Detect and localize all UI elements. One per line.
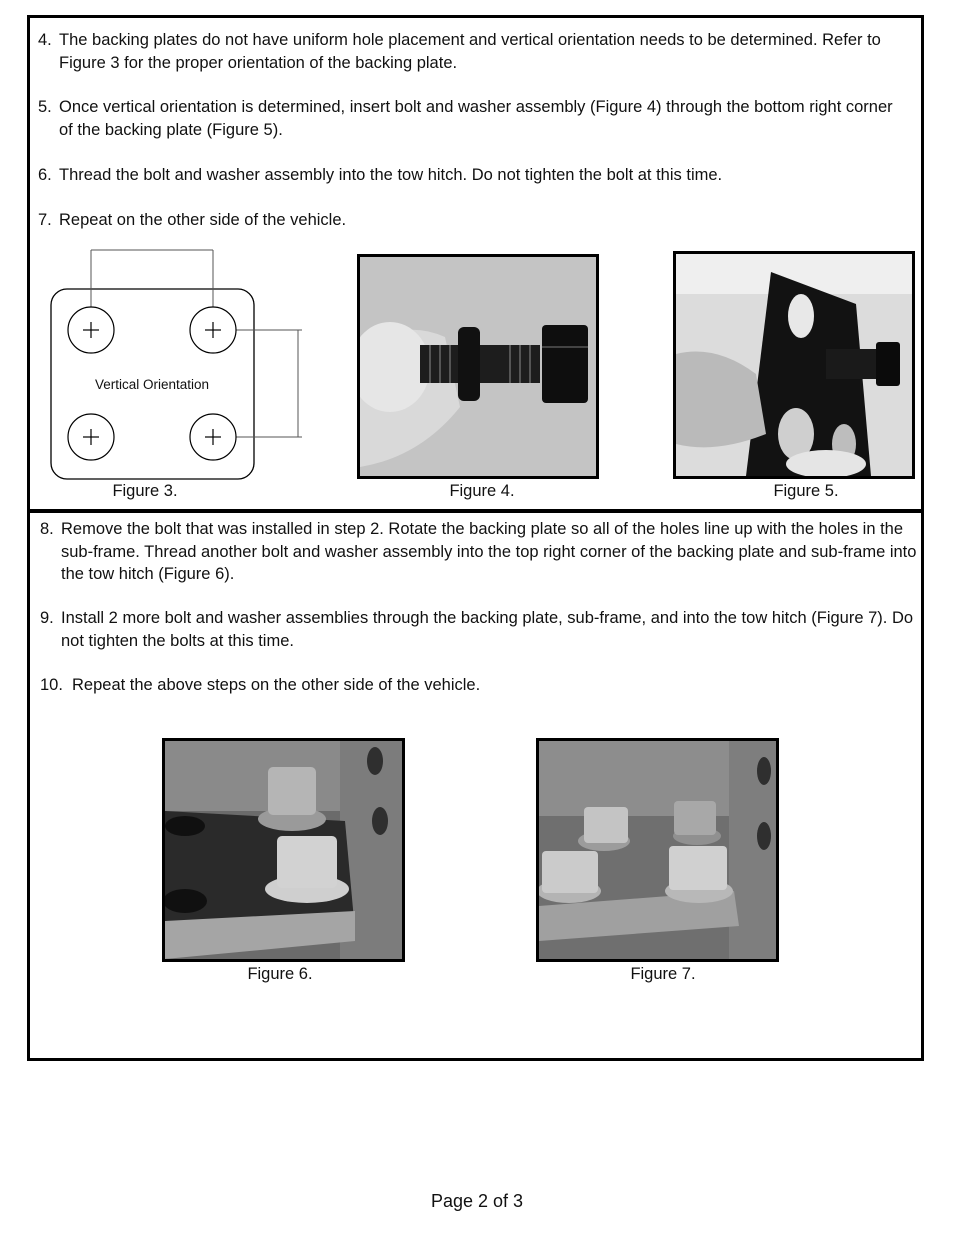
bolt-bottom-right — [665, 846, 733, 903]
step-number: 6. — [38, 166, 52, 184]
bolt-top-right — [673, 801, 721, 845]
step-number: 5. — [38, 98, 52, 116]
step-9 — [40, 607, 918, 652]
step-number: 7. — [38, 211, 52, 229]
hole-top-right — [190, 307, 236, 353]
step-7 — [38, 209, 908, 232]
step-number: 9. — [40, 609, 54, 627]
step-number: 8. — [40, 520, 54, 538]
figure-5-caption: Figure 5. — [773, 482, 839, 500]
step-5 — [38, 96, 908, 141]
step-10 — [40, 674, 918, 697]
step-text: Remove the bolt that was installed in step 2. Rotate the backing plate so all of the holes line up with the holes in the sub-frame. Thread another bolt and washer assembly into the top right corner of the backing plate and sub-frame into the tow hitch (Figure 6). — [61, 520, 917, 583]
figure-3-caption: Figure 3. — [112, 482, 178, 500]
figure-6-photo — [162, 738, 405, 962]
backing-plate-diagram — [40, 240, 320, 485]
hole-bottom-left — [68, 414, 114, 460]
bolt-bottom — [265, 836, 349, 903]
step-text: Repeat on the other side of the vehicle. — [59, 211, 347, 229]
hole-top-left — [68, 307, 114, 353]
figure-5-photo — [673, 251, 915, 479]
bolt-bottom-left — [539, 851, 601, 903]
step-number: 10. — [40, 676, 63, 694]
step-text: The backing plates do not have uniform hole placement and vertical orientation needs to be determined. Refer to Figure 3 for the proper orientation of the backing plate. — [59, 31, 881, 72]
step-4 — [38, 29, 908, 74]
figure-4-caption: Figure 4. — [449, 482, 515, 500]
figure-4-photo — [357, 254, 599, 479]
step-text: Once vertical orientation is determined, insert bolt and washer assembly (Figure 4) through the bottom right corner of the backing plate (Figure 5). — [59, 98, 893, 139]
bolt-top-left — [578, 807, 630, 851]
diagram-label: Vertical Orientation — [94, 377, 210, 392]
bolt-top — [258, 767, 326, 831]
step-text: Repeat the above steps on the other side of the vehicle. — [72, 676, 481, 694]
figure-6-caption: Figure 6. — [247, 965, 313, 983]
figure-7-photo — [536, 738, 779, 962]
step-text: Thread the bolt and washer assembly into the tow hitch. Do not tighten the bolt at this time. — [59, 166, 723, 184]
step-number: 4. — [38, 31, 52, 49]
bolt-head — [542, 325, 588, 403]
step-6 — [38, 164, 908, 187]
step-text: Install 2 more bolt and washer assemblies through the backing plate, sub-frame, and into the tow hitch (Figure 7). Do not tighten the bolts at this time. — [61, 609, 914, 650]
hole-bottom-right — [190, 414, 236, 460]
step-8 — [40, 518, 918, 586]
washer — [458, 327, 480, 401]
figure-7-caption: Figure 7. — [630, 965, 696, 983]
page-number: Page 2 of 3 — [430, 1191, 524, 1211]
